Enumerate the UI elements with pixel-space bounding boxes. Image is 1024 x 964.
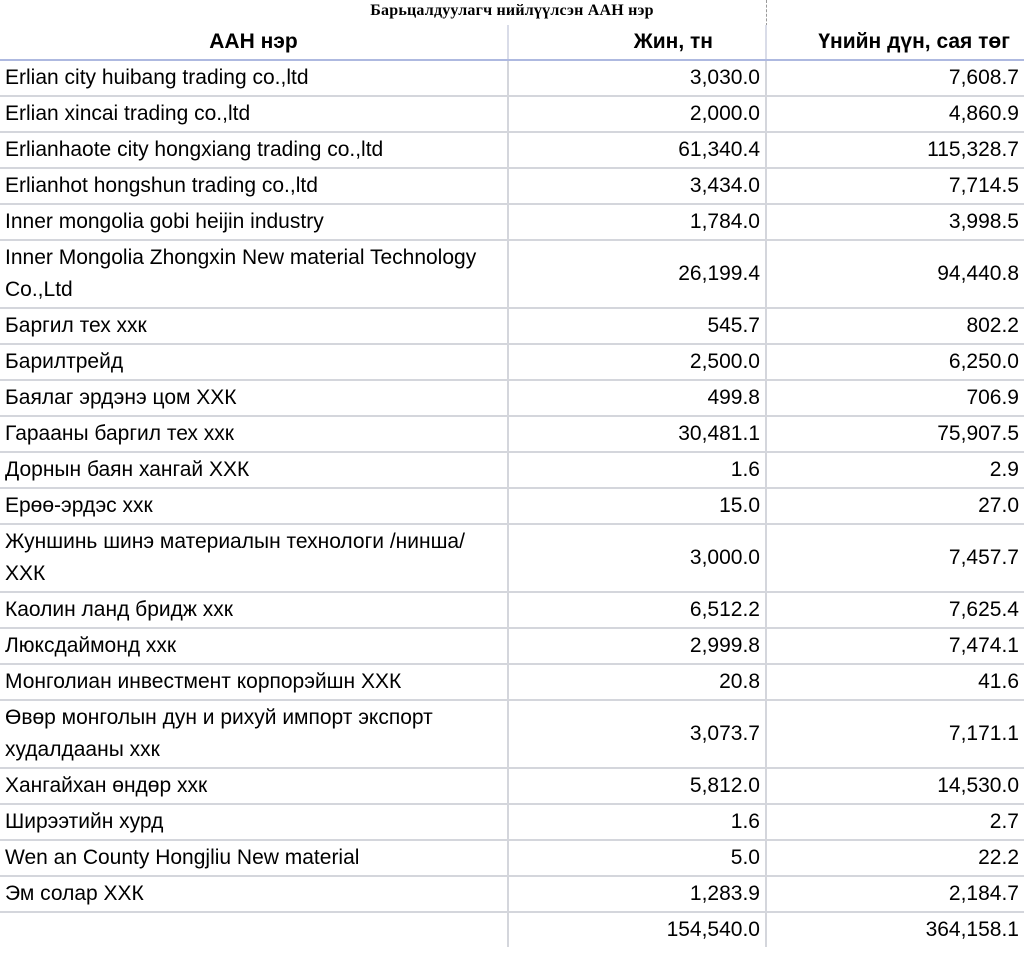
value-cell: 2.9 — [766, 452, 1024, 488]
column-header-value: Үнийн дүн, сая төг — [766, 25, 1024, 60]
table-row — [0, 240, 1024, 308]
value-cell: 2.7 — [766, 804, 1024, 840]
table-row — [0, 416, 1024, 452]
header-row — [0, 25, 1024, 60]
value-cell: 7,457.7 — [766, 524, 1024, 592]
value-cell: 802.2 — [766, 308, 1024, 344]
table-row — [0, 204, 1024, 240]
value-cell: 3,998.5 — [766, 204, 1024, 240]
table-row — [0, 380, 1024, 416]
company-name: Өвөр монголын дун и рихуй импорт экспорт худалдааны ххк — [0, 700, 508, 768]
weight-cell: 5.0 — [508, 840, 766, 876]
weight-cell: 3,434.0 — [508, 168, 766, 204]
table-row — [0, 452, 1024, 488]
table-row — [0, 524, 1024, 592]
column-divider — [766, 0, 767, 26]
value-cell: 2,184.7 — [766, 876, 1024, 912]
total-weight: 154,540.0 — [508, 912, 766, 947]
weight-cell: 1,283.9 — [508, 876, 766, 912]
company-name: Баялаг эрдэнэ цом ХХК — [0, 380, 508, 416]
table-row — [0, 592, 1024, 628]
table-row — [0, 488, 1024, 524]
weight-cell: 3,073.7 — [508, 700, 766, 768]
weight-cell: 499.8 — [508, 380, 766, 416]
column-header-name: ААН нэр — [0, 25, 508, 60]
value-cell: 14,530.0 — [766, 768, 1024, 804]
weight-cell: 6,512.2 — [508, 592, 766, 628]
value-cell: 6,250.0 — [766, 344, 1024, 380]
weight-cell: 3,030.0 — [508, 60, 766, 96]
company-name: Erlian city huibang trading co.,ltd — [0, 60, 508, 96]
company-name: Баргил тех ххк — [0, 308, 508, 344]
total-label — [0, 912, 508, 947]
company-name: Erlianhot hongshun trading co.,ltd — [0, 168, 508, 204]
company-name: Каолин ланд бридж ххк — [0, 592, 508, 628]
weight-cell: 20.8 — [508, 664, 766, 700]
company-name: Эм солар ХХК — [0, 876, 508, 912]
weight-cell: 1.6 — [508, 804, 766, 840]
company-name: Гарааны баргил тех ххк — [0, 416, 508, 452]
value-cell: 115,328.7 — [766, 132, 1024, 168]
table-row — [0, 60, 1024, 96]
company-name: Монголиан инвестмент корпорэйшн ХХК — [0, 664, 508, 700]
table-row — [0, 168, 1024, 204]
table-row — [0, 344, 1024, 380]
table-row — [0, 876, 1024, 912]
total-row — [0, 912, 1024, 947]
company-name: Ерөө-эрдэс ххк — [0, 488, 508, 524]
table-row — [0, 804, 1024, 840]
weight-cell: 61,340.4 — [508, 132, 766, 168]
company-name: Барилтрейд — [0, 344, 508, 380]
weight-cell: 30,481.1 — [508, 416, 766, 452]
value-cell: 7,474.1 — [766, 628, 1024, 664]
weight-cell: 26,199.4 — [508, 240, 766, 308]
supplier-table — [0, 25, 1024, 947]
weight-cell: 2,999.8 — [508, 628, 766, 664]
table-row — [0, 628, 1024, 664]
value-cell: 7,714.5 — [766, 168, 1024, 204]
table-row — [0, 700, 1024, 768]
table-row — [0, 768, 1024, 804]
company-name: Хангайхан өндөр ххк — [0, 768, 508, 804]
company-name: Жуншинь шинэ материалын технологи /нинша/ ХХК — [0, 524, 508, 592]
value-cell: 94,440.8 — [766, 240, 1024, 308]
weight-cell: 15.0 — [508, 488, 766, 524]
value-cell: 22.2 — [766, 840, 1024, 876]
value-cell: 4,860.9 — [766, 96, 1024, 132]
company-name: Erlianhaote city hongxiang trading co.,ltd — [0, 132, 508, 168]
column-header-weight: Жин, тн — [508, 25, 766, 60]
weight-cell: 2,500.0 — [508, 344, 766, 380]
company-name: Inner mongolia gobi heijin industry — [0, 204, 508, 240]
weight-cell: 5,812.0 — [508, 768, 766, 804]
value-cell: 7,171.1 — [766, 700, 1024, 768]
value-cell: 27.0 — [766, 488, 1024, 524]
table-row — [0, 840, 1024, 876]
value-cell: 7,608.7 — [766, 60, 1024, 96]
table-row — [0, 308, 1024, 344]
table-row — [0, 96, 1024, 132]
company-name: Inner Mongolia Zhongxin New material Technology Co.,Ltd — [0, 240, 508, 308]
weight-cell: 1,784.0 — [508, 204, 766, 240]
table-caption: Барьцалдуулагч нийлүүлсэн ААН нэр — [370, 2, 654, 19]
value-cell: 7,625.4 — [766, 592, 1024, 628]
weight-cell: 545.7 — [508, 308, 766, 344]
table-row — [0, 132, 1024, 168]
table-row — [0, 664, 1024, 700]
value-cell: 41.6 — [766, 664, 1024, 700]
total-value: 364,158.1 — [766, 912, 1024, 947]
weight-cell: 3,000.0 — [508, 524, 766, 592]
company-name: Erlian xincai trading co.,ltd — [0, 96, 508, 132]
company-name: Ширээтийн хурд — [0, 804, 508, 840]
company-name: Люксдаймонд ххк — [0, 628, 508, 664]
value-cell: 75,907.5 — [766, 416, 1024, 452]
company-name: Wen an County Hongjliu New material — [0, 840, 508, 876]
company-name: Дорнын баян хангай ХХК — [0, 452, 508, 488]
value-cell: 706.9 — [766, 380, 1024, 416]
weight-cell: 1.6 — [508, 452, 766, 488]
weight-cell: 2,000.0 — [508, 96, 766, 132]
